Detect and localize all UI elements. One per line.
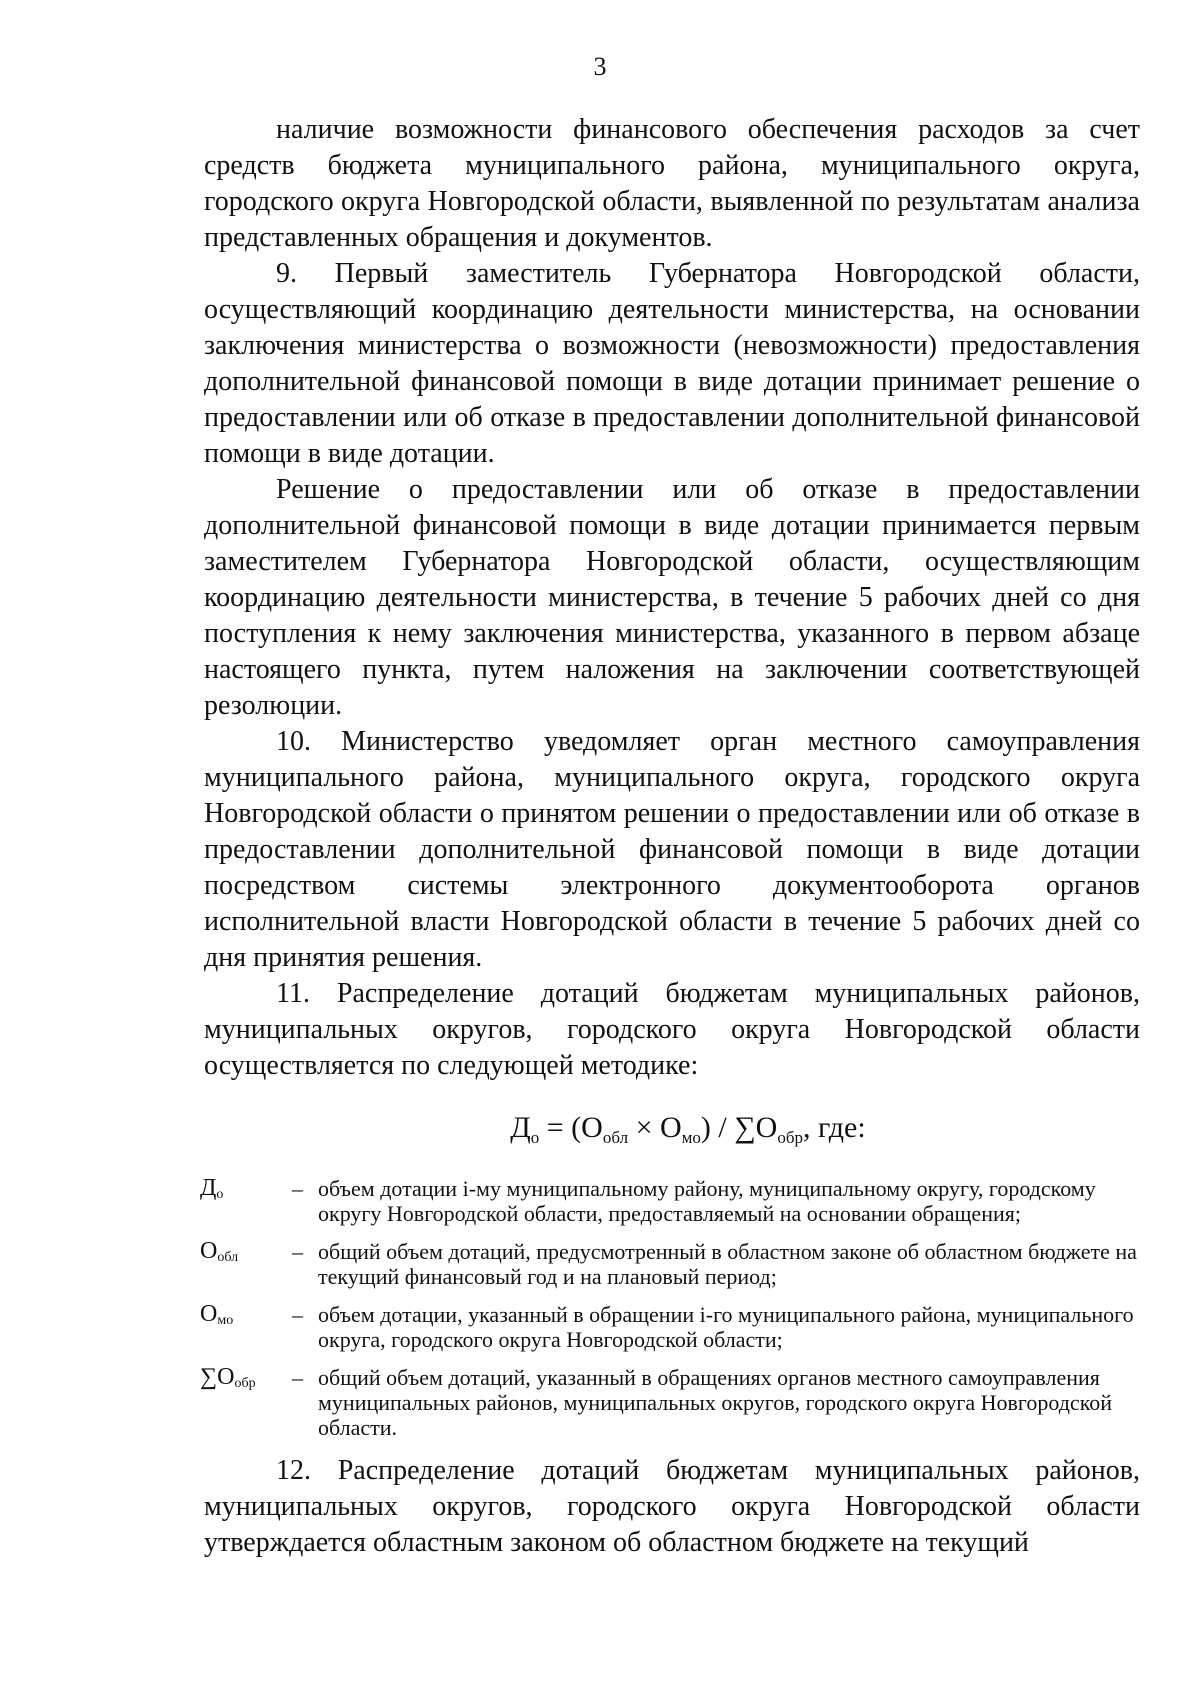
- paragraph-decision: Решение о предоставлении или об отказе в предоставлении дополнительной финансовой помощи в виде дотации принимается первым заместителем Губернатора Новгородской области, осуществляющим координацию деятельности министерства, в течение 5 рабочих дней со дня поступления к нему заключения министерства, указанного в первом абзаце настоящего пункта, путем наложения на заключении соответствующей резолюции.: [204, 474, 1140, 721]
- symbol-sub: обр: [234, 1376, 256, 1391]
- symbol-sub: мо: [217, 1313, 234, 1328]
- formula-o2: О: [659, 1111, 682, 1144]
- definition-symbol: [200, 1176, 292, 1226]
- formula-o2-sub: мо: [681, 1128, 701, 1147]
- definition-dash: –: [292, 1365, 303, 1390]
- definition-symbol: [200, 1302, 292, 1352]
- document-body: [200, 112, 1140, 1561]
- symbol-main: ∑О: [200, 1364, 235, 1390]
- formula-o3: О: [755, 1111, 778, 1144]
- definition-row: [200, 1365, 1140, 1440]
- symbol-main: Д: [200, 1175, 217, 1201]
- definition-dash: –: [292, 1302, 303, 1327]
- definition-dash: –: [292, 1239, 303, 1264]
- definition-symbol: [200, 1365, 292, 1440]
- symbol-sub: о: [216, 1187, 224, 1202]
- formula-d: Д: [510, 1111, 531, 1144]
- formula-div: ) / ∑: [700, 1111, 756, 1144]
- paragraph-item-12: 12. Распределение дотаций бюджетам муниципальных районов, муниципальных округов, городского округа Новгородской области утверждается областным законом об областном бюджете на текущий: [204, 1455, 1140, 1558]
- symbol-sub: обл: [217, 1250, 239, 1265]
- distribution-formula: [236, 1110, 1140, 1146]
- paragraph-continuation: наличие возможности финансового обеспечения расходов за счет средств бюджета муниципального района, муниципального округа, городского округа Новгородской области, выявленной по результатам анализа представленных обращения и документов.: [204, 114, 1140, 253]
- definition-dash: –: [292, 1176, 303, 1201]
- symbol-main: О: [200, 1238, 218, 1264]
- definition-text: общий объем дотаций, указанный в обращениях органов местного самоуправления муниципальных районов, муниципальных округов, городского округа Новгородской области.: [318, 1365, 1113, 1440]
- symbol-main: О: [200, 1301, 218, 1327]
- definition-row: [200, 1239, 1140, 1289]
- formula-eq: = (: [539, 1111, 582, 1144]
- formula-o3-sub: обр: [777, 1128, 803, 1147]
- formula-o1: О: [581, 1111, 603, 1144]
- definition-row: [200, 1176, 1140, 1226]
- formula-definitions: [200, 1176, 1140, 1440]
- definition-row: [200, 1302, 1140, 1352]
- paragraph-item-9: 9. Первый заместитель Губернатора Новгородской области, осуществляющий координацию деятельности министерства, на основании заключения министерства о возможности (невозможности) предоставления дополнительной финансовой помощи в виде дотации принимает решение о предоставлении или об отказе в предоставлении дополнительной финансовой помощи в виде дотации.: [204, 258, 1140, 469]
- formula-times: ×: [628, 1111, 660, 1144]
- paragraph-item-11: 11. Распределение дотаций бюджетам муниципальных районов, муниципальных округов, городского округа Новгородской области осуществляется по следующей методике:: [204, 978, 1140, 1081]
- definition-text: объем дотации, указанный в обращении i-го муниципального района, муниципального округа, городского округа Новгородской области;: [318, 1302, 1134, 1352]
- page-number: 3: [593, 52, 607, 81]
- definition-text: объем дотации i-му муниципальному району, муниципальному округу, городскому округу Новгородской области, предоставляемый на основании обращения;: [318, 1176, 1096, 1226]
- formula-tail: , где:: [802, 1111, 866, 1144]
- formula-o1-sub: обл: [602, 1128, 629, 1147]
- formula-d-sub: о: [530, 1128, 540, 1147]
- definition-symbol: [200, 1239, 292, 1289]
- paragraph-item-10: 10. Министерство уведомляет орган местного самоуправления муниципального района, муниципального округа, городского округа Новгородской области о принятом решении о предоставлении или об отказе в предоставлении дополнительной финансовой помощи в виде дотации посредством системы электронного документооборота органов исполнительной власти Новгородской области в течение 5 рабочих дней со дня принятия решения.: [204, 726, 1140, 973]
- definition-text: общий объем дотаций, предусмотренный в областном законе об областном бюджете на текущий финансовый год и на плановый период;: [318, 1239, 1137, 1289]
